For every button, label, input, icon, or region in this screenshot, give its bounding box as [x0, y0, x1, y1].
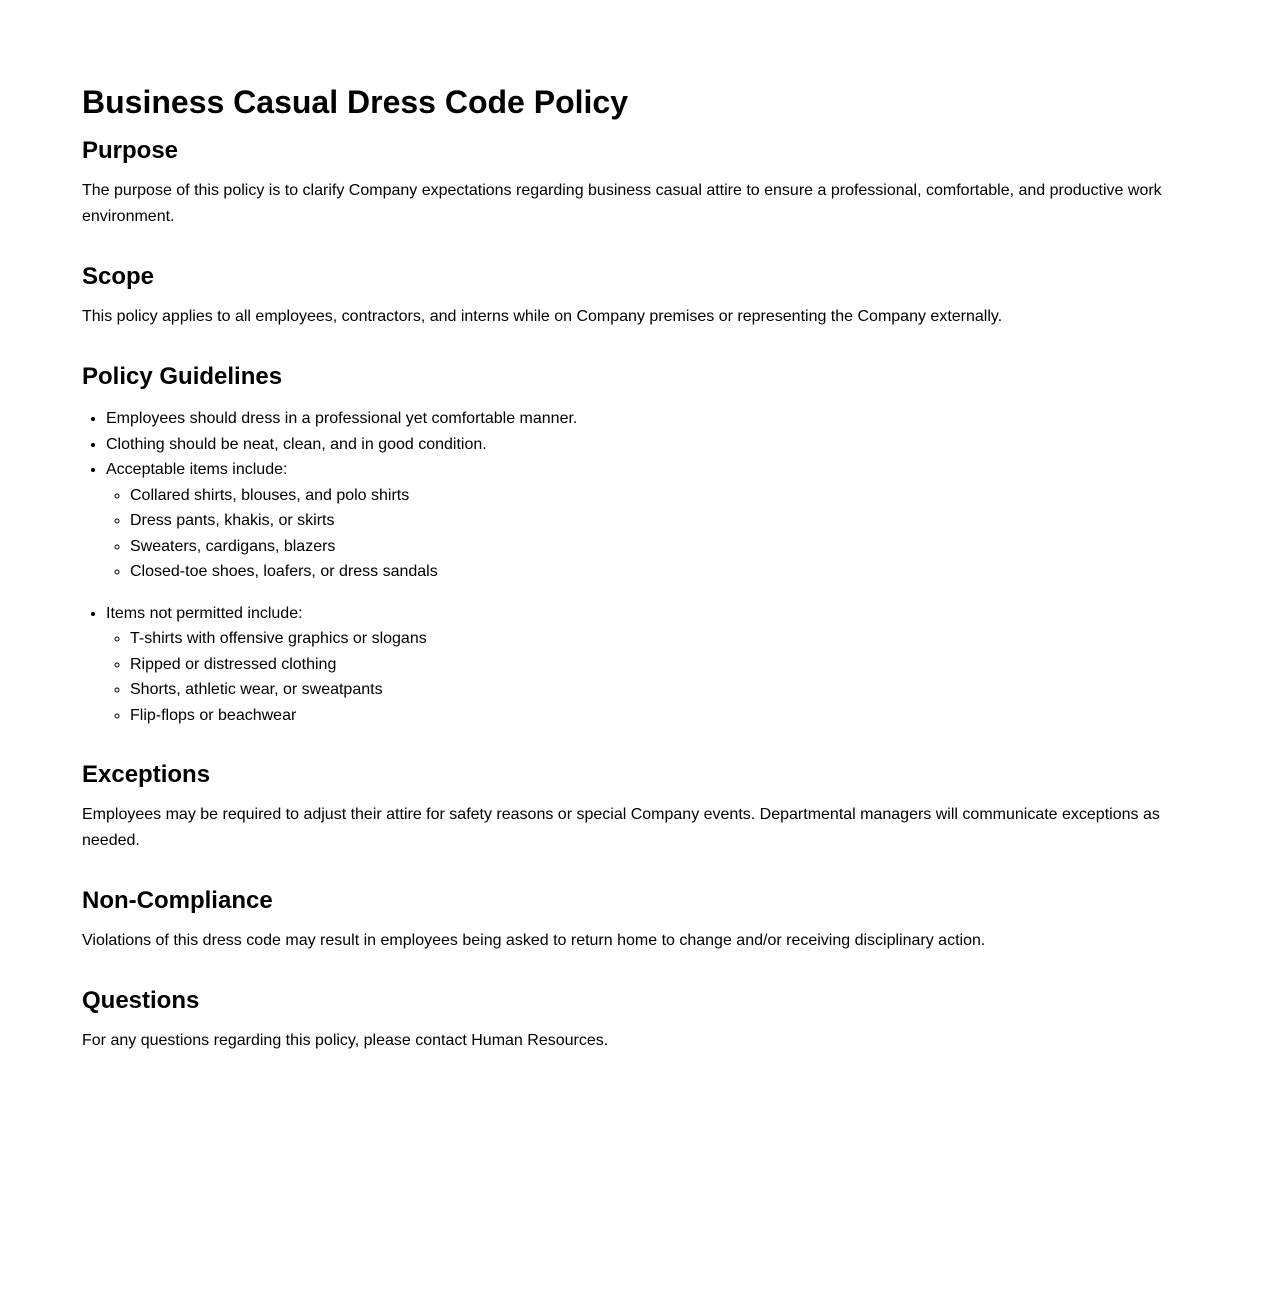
questions-text: For any questions regarding this policy, please contact Human Resources.	[82, 1032, 609, 1049]
not-permitted-items-list	[106, 626, 1192, 728]
exceptions-heading: Exceptions	[82, 761, 211, 788]
acceptable-label: Acceptable items include:	[106, 461, 288, 478]
page-title: Business Casual Dress Code Policy	[82, 84, 628, 120]
list-item-not-permitted	[106, 601, 1192, 729]
purpose-heading: Purpose	[82, 137, 179, 164]
list-item-acceptable	[106, 457, 1192, 585]
guidelines-list	[82, 406, 1192, 728]
list-item: ◦ Collared shirts, blouses, and polo shirts	[130, 483, 1192, 509]
guidelines-heading: Policy Guidelines	[82, 363, 283, 390]
questions-heading: Questions	[82, 987, 200, 1014]
exceptions-text: Employees may be required to adjust their attire for safety reasons or special Company events. Departmental managers will communicate exceptions as needed.	[82, 806, 1160, 849]
purpose-text: The purpose of this policy is to clarify Company expectations regarding business casual attire to ensure a professional, comfortable, and productive work environment.	[82, 182, 1162, 225]
scope-heading: Scope	[82, 263, 155, 290]
list-item: • Clothing should be neat, clean, and in good condition.	[106, 432, 1192, 458]
list-item: ◦ Closed-toe shoes, loafers, or dress sandals	[130, 559, 1192, 585]
list-item: ◦ Flip-flops or beachwear	[130, 703, 1192, 729]
noncompliance-heading: Non-Compliance	[82, 887, 273, 914]
list-item: ◦ Ripped or distressed clothing	[130, 652, 1192, 678]
noncompliance-text: Violations of this dress code may result in employees being asked to return home to change and/or receiving disciplinary action.	[82, 932, 986, 949]
list-item: ◦ T-shirts with offensive graphics or slogans	[130, 626, 1192, 652]
policy-document	[82, 82, 1192, 1054]
not-permitted-label: Items not permitted include:	[106, 604, 303, 622]
list-item: • Employees should dress in a professional yet comfortable manner.	[106, 406, 1192, 432]
acceptable-items-list	[106, 483, 1192, 585]
list-item: ◦ Shorts, athletic wear, or sweatpants	[130, 677, 1192, 703]
list-item: ◦ Dress pants, khakis, or skirts	[130, 508, 1192, 534]
scope-text: This policy applies to all employees, contractors, and interns while on Company premises or representing the Company externally.	[82, 308, 1003, 325]
list-item: ◦ Sweaters, cardigans, blazers	[130, 534, 1192, 560]
